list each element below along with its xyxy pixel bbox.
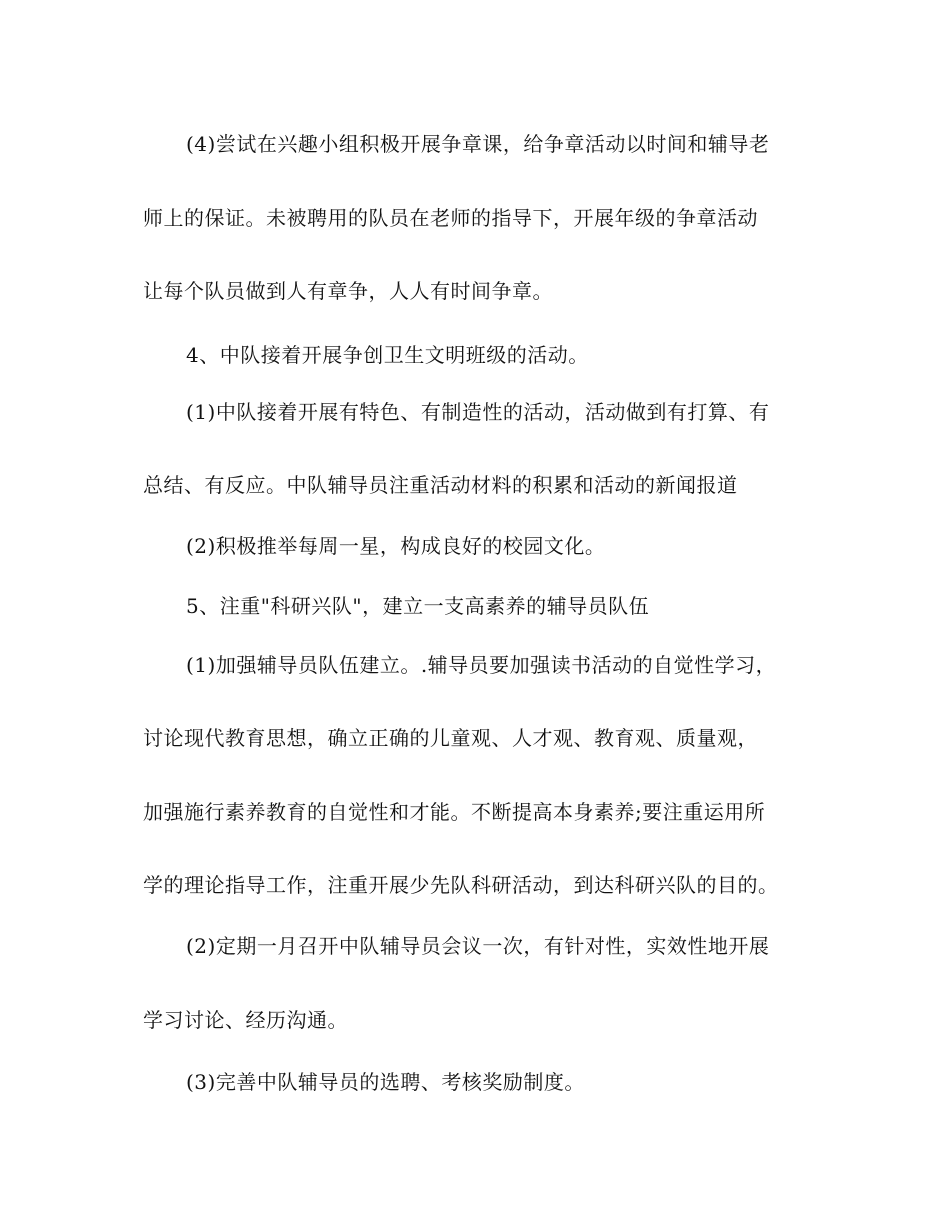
section-heading: 5、注重"科研兴队"，建立一支高素养的辅导员队伍 (186, 594, 650, 618)
paragraph-line: 加强施行素养教育的自觉性和才能。不断提高本身素养;要注重运用所 (143, 800, 766, 824)
paragraph-line: 学的理论指导工作，注重开展少先队科研活动，到达科研兴队的目的。 (143, 873, 779, 897)
paragraph-line: (1)加强辅导员队伍建立。.辅导员要加强读书活动的自觉性学习， (186, 653, 777, 677)
paragraph-line: 让每个队员做到人有章争，人人有时间争章。 (143, 279, 553, 303)
paragraph-line: (4)尝试在兴趣小组积极开展争章课，给争章活动以时间和辅导老 (186, 132, 770, 156)
paragraph-line: (3)完善中队辅导员的选聘、考核奖励制度。 (186, 1070, 585, 1094)
paragraph-line: 学习讨论、经历沟通。 (143, 1008, 348, 1032)
paragraph-line: (1)中队接着开展有特色、有制造性的活动，活动做到有打算、有 (186, 400, 770, 424)
paragraph-line: 师上的保证。未被聘用的队员在老师的指导下，开展年级的争章活动 (143, 206, 758, 230)
paragraph-line: 讨论现代教育思想，确立正确的儿童观、人才观、教育观、质量观， (143, 726, 758, 750)
paragraph-line: (2)定期一月召开中队辅导员会议一次，有针对性，实效性地开展 (186, 934, 770, 958)
section-heading: 4、中队接着开展争创卫生文明班级的活动。 (186, 343, 589, 367)
paragraph-line: 总结、有反应。中队辅导员注重活动材料的积累和活动的新闻报道 (143, 473, 738, 497)
paragraph-line: (2)积极推举每周一星，构成良好的校园文化。 (186, 534, 606, 558)
